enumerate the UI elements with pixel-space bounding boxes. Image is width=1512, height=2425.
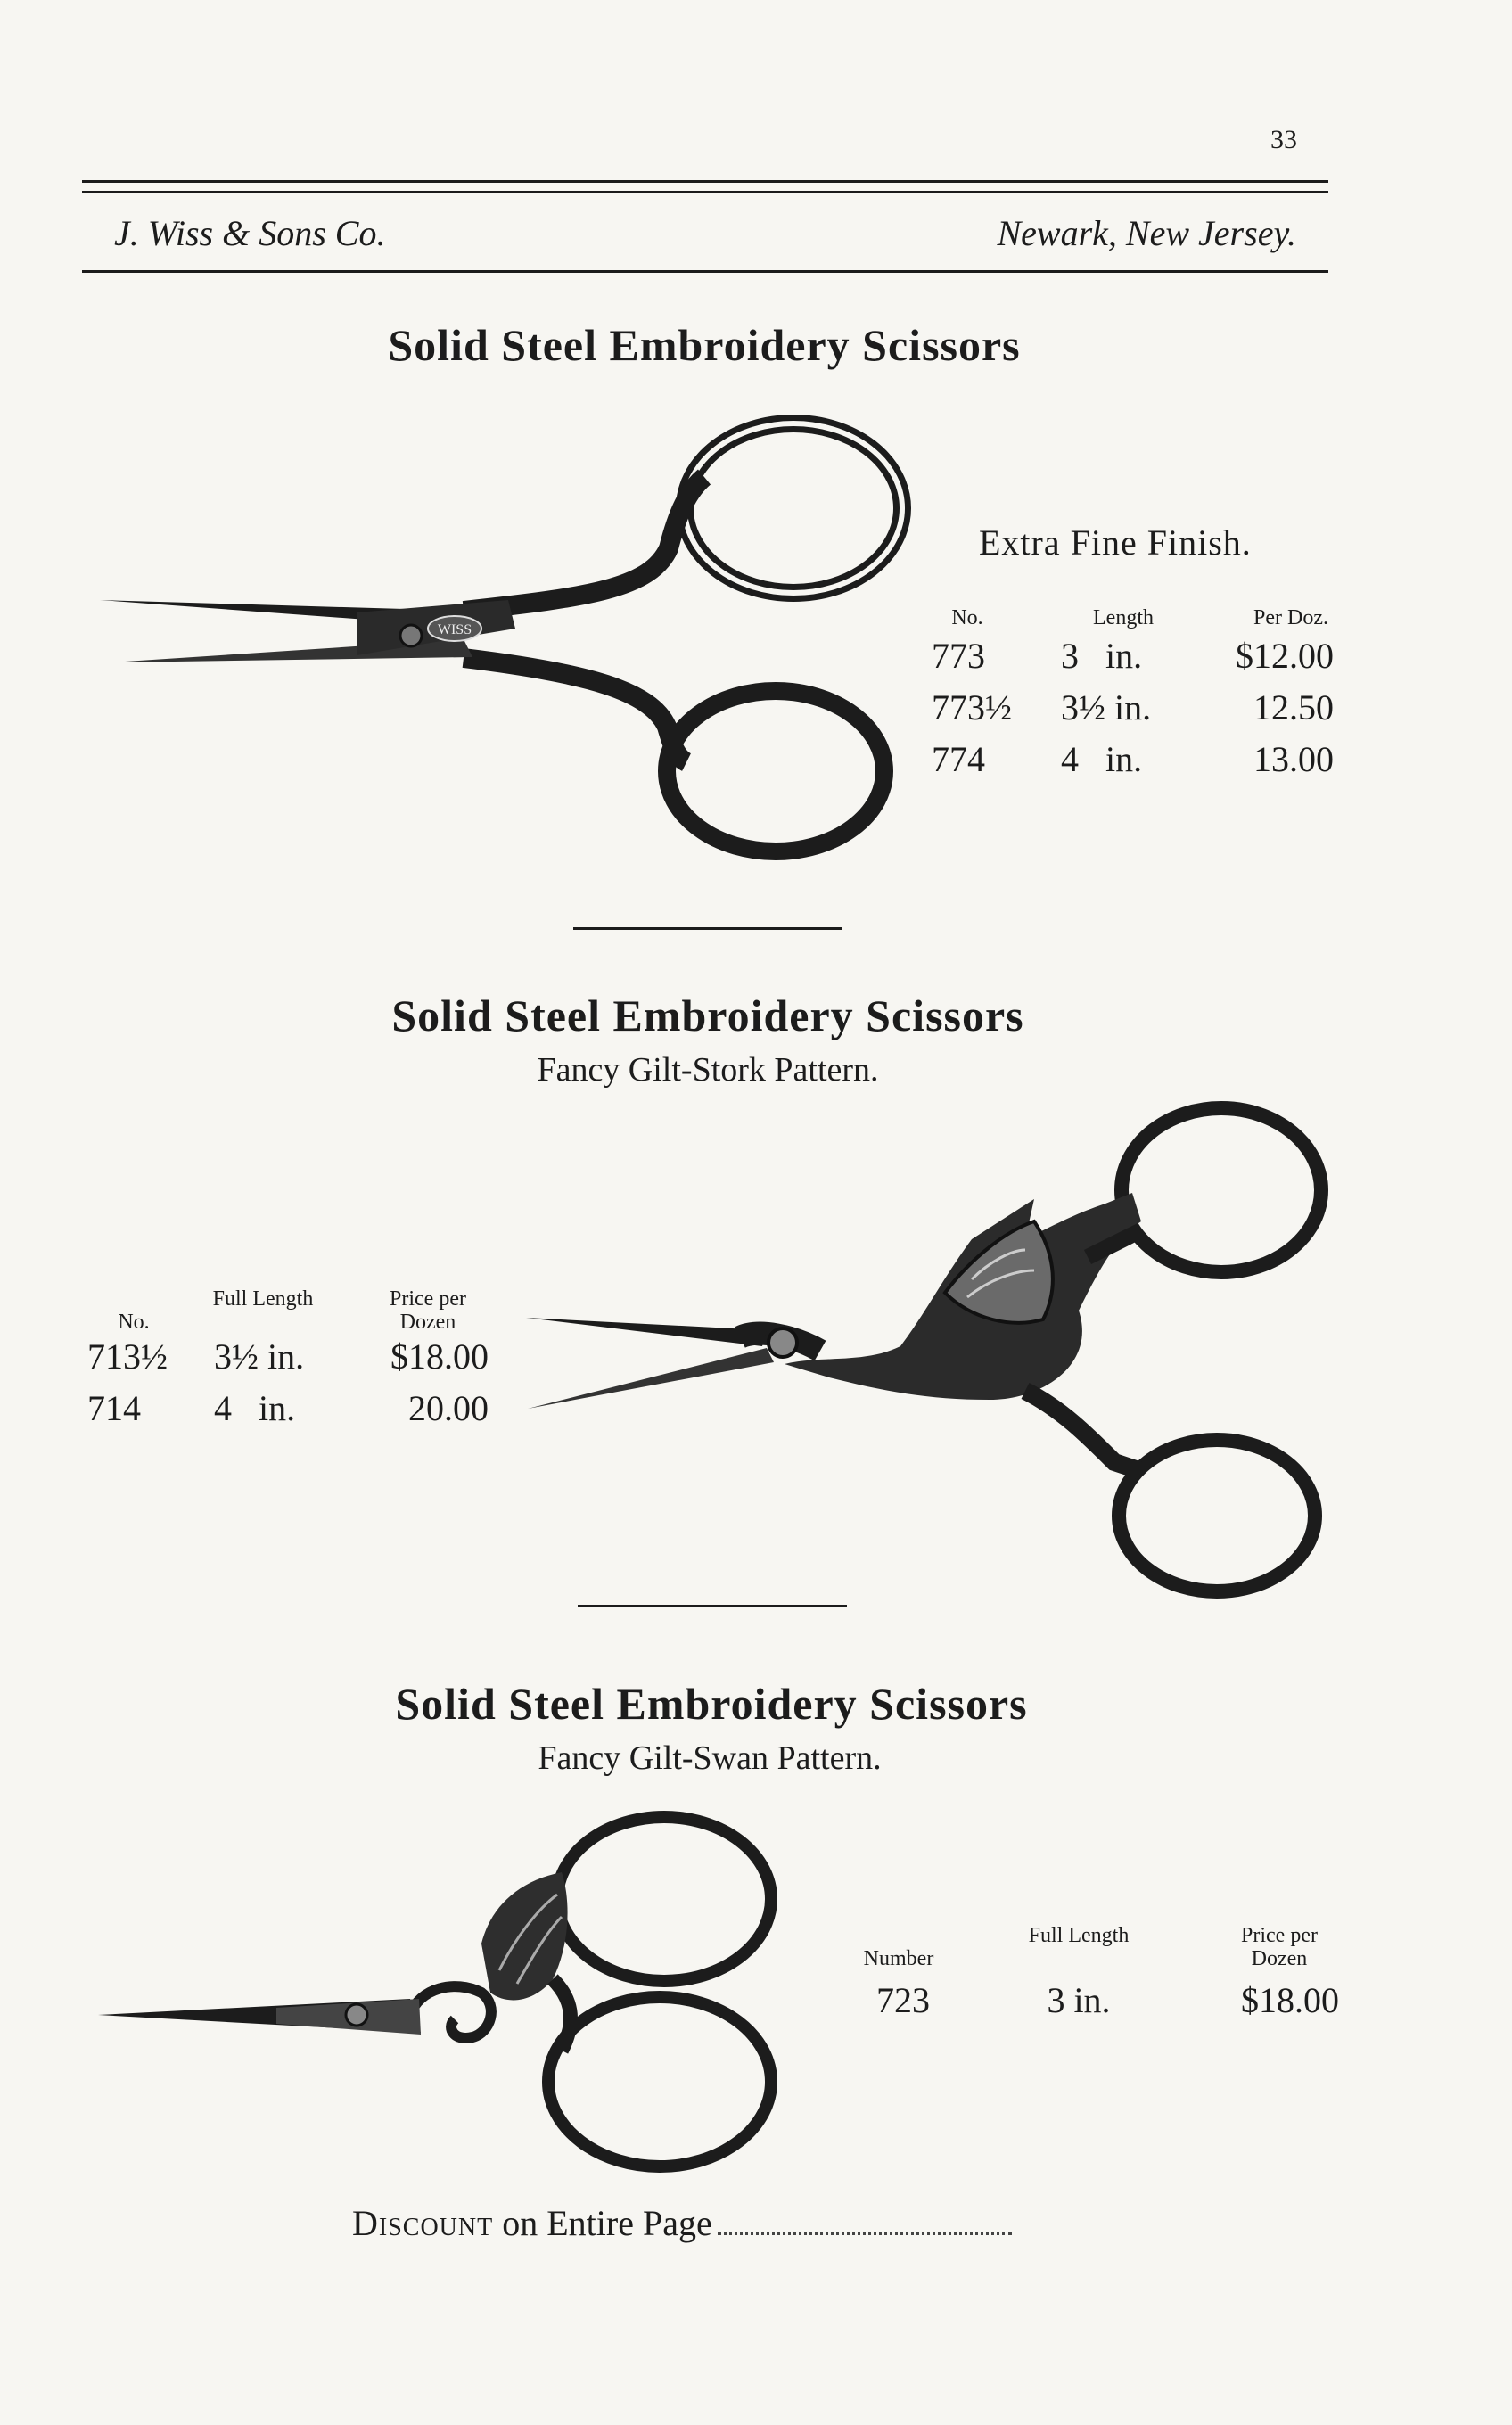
section-2-row-1-no: 713½	[87, 1336, 168, 1377]
discount-fill-line	[718, 2232, 1012, 2235]
section-1-col-length: Length	[1093, 606, 1154, 629]
section-1-col-price: Per Doz.	[1253, 606, 1328, 629]
section-1-title: Solid Steel Embroidery Scissors	[388, 320, 1021, 370]
swan-scissors-illustration	[98, 1801, 793, 2175]
section-2-row-1-length: 3½ in.	[214, 1336, 305, 1377]
section-1-row-1-no: 773	[932, 636, 985, 676]
header-rule-second	[82, 191, 1328, 193]
plain-scissors-illustration	[89, 406, 909, 869]
section-separator-1	[573, 927, 842, 930]
header-location: Newark, New Jersey.	[997, 213, 1296, 253]
header-rule-bottom	[82, 270, 1328, 273]
discount-line	[352, 2202, 1012, 2244]
section-2-col-no: No.	[118, 1311, 150, 1334]
section-3-col-length: Full Length	[1028, 1924, 1130, 1947]
wiss-engraving: WISS	[437, 622, 472, 637]
section-2-col-length: Full Length	[212, 1287, 314, 1311]
section-3-col-price: Price per Dozen	[1241, 1924, 1318, 1971]
section-2-row-2-no: 714	[87, 1388, 141, 1428]
discount-text: on Entire Page	[502, 2203, 712, 2243]
section-1-row-2-price: 12.50	[1253, 687, 1334, 728]
section-3-subtitle: Fancy Gilt-Swan Pattern.	[538, 1739, 882, 1777]
section-2-row-2-length: 4 in.	[214, 1388, 296, 1428]
section-2-subtitle: Fancy Gilt-Stork Pattern.	[537, 1051, 879, 1089]
section-1-row-1-price: $12.00	[1236, 636, 1334, 676]
section-2-row-1-price: $18.00	[390, 1336, 489, 1377]
section-3-row-1-number: 723	[876, 1980, 930, 2020]
section-1-row-2-length: 3½ in.	[1061, 687, 1152, 728]
section-3-row-1-price: $18.00	[1241, 1980, 1339, 2020]
section-1-row-3-no: 774	[932, 739, 985, 779]
section-1-row-2-no: 773½	[932, 687, 1012, 728]
section-separator-2	[578, 1605, 847, 1607]
discount-label: Discount	[352, 2203, 494, 2243]
page-number: 33	[1270, 125, 1297, 154]
section-1-col-no: No.	[951, 606, 983, 629]
section-1-row-3-price: 13.00	[1253, 739, 1334, 779]
section-1-row-1-length: 3 in.	[1061, 636, 1143, 676]
stork-scissors-illustration	[526, 1097, 1337, 1605]
section-3-row-1-length: 3 in.	[1047, 1980, 1111, 2020]
section-2-col-price: Price per Dozen	[390, 1287, 466, 1335]
header-rule-top	[82, 180, 1328, 183]
section-2-title: Solid Steel Embroidery Scissors	[391, 991, 1024, 1040]
section-2-row-2-price: 20.00	[408, 1388, 489, 1428]
section-3-title: Solid Steel Embroidery Scissors	[395, 1679, 1028, 1729]
section-1-row-3-length: 4 in.	[1061, 739, 1143, 779]
section-1-finish: Extra Fine Finish.	[979, 522, 1252, 563]
header-company: J. Wiss & Sons Co.	[114, 213, 386, 253]
section-3-col-number: Number	[863, 1947, 934, 1970]
